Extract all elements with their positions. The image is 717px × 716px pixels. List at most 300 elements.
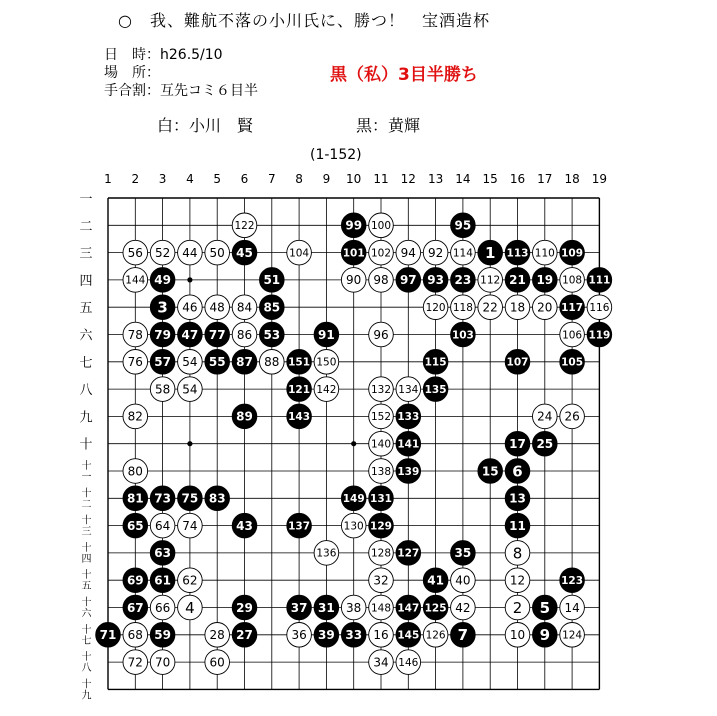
move-number: 60 <box>209 655 225 670</box>
move-number: 64 <box>154 518 171 533</box>
column-label: 12 <box>400 172 416 186</box>
column-label: 3 <box>158 172 167 186</box>
move-number: 16 <box>373 628 389 643</box>
black-stone <box>396 623 421 648</box>
black-stone <box>150 268 175 293</box>
move-number: 147 <box>397 602 420 615</box>
hoshi-point <box>187 441 192 446</box>
move-number: 133 <box>397 411 420 424</box>
move-number: 70 <box>154 655 171 670</box>
black-stone <box>451 213 476 238</box>
move-number: 19 <box>536 273 554 288</box>
move-number: 137 <box>288 520 311 533</box>
black-stone <box>396 541 421 566</box>
white-stone <box>505 541 530 566</box>
move-number: 110 <box>534 247 555 260</box>
move-number: 11 <box>509 518 526 533</box>
move-number: 17 <box>509 437 526 452</box>
move-number: 141 <box>397 438 420 451</box>
row-label: 十五 <box>81 570 91 593</box>
white-stone <box>341 268 366 293</box>
move-number: 4 <box>185 598 195 617</box>
white-stone <box>123 240 148 265</box>
move-number: 89 <box>236 409 253 424</box>
column-label: 16 <box>509 172 526 186</box>
black-stone <box>260 268 285 293</box>
black-stone <box>560 240 585 265</box>
move-number: 41 <box>427 573 444 588</box>
black-stone <box>423 595 448 620</box>
white-stone <box>369 650 394 675</box>
white-stone <box>123 404 148 429</box>
white-stone <box>287 623 312 648</box>
black-stone <box>123 595 148 620</box>
row-label: 十九 <box>81 679 91 702</box>
black-stone <box>96 623 121 648</box>
black-stone <box>423 568 448 593</box>
black-stone <box>423 377 448 402</box>
move-number: 130 <box>343 520 364 533</box>
white-stone <box>560 623 585 648</box>
move-number: 98 <box>373 273 389 288</box>
white-stone <box>369 322 394 347</box>
move-number: 124 <box>562 629 583 642</box>
black-stone <box>341 240 366 265</box>
black-stone <box>232 240 257 265</box>
row-label: 七 <box>79 355 93 371</box>
move-number: 116 <box>589 301 610 314</box>
move-number: 140 <box>370 438 392 451</box>
black-stone <box>478 240 503 265</box>
white-stone <box>150 650 175 675</box>
move-number: 45 <box>236 245 253 260</box>
move-number: 33 <box>345 628 363 643</box>
white-stone <box>178 568 203 593</box>
move-number: 152 <box>370 411 392 424</box>
move-number: 31 <box>318 600 335 615</box>
place-label: 場 所： <box>104 65 160 81</box>
white-stone <box>533 240 558 265</box>
move-number: 7 <box>457 626 469 645</box>
white-stone <box>178 595 203 620</box>
row-label: 五 <box>79 301 93 317</box>
white-stone <box>341 595 366 620</box>
white-stone <box>478 295 503 320</box>
white-stone <box>369 268 394 293</box>
move-number: 106 <box>562 329 583 342</box>
move-number: 23 <box>454 273 472 288</box>
row-label: 二 <box>79 219 93 235</box>
move-number: 81 <box>126 491 144 506</box>
white-stone <box>232 322 257 347</box>
white-stone <box>369 240 394 265</box>
black-stone <box>150 541 175 566</box>
black-stone <box>178 486 203 511</box>
move-number: 39 <box>318 628 335 643</box>
move-number: 53 <box>263 327 281 342</box>
move-number: 79 <box>154 327 171 342</box>
white-stone <box>150 595 175 620</box>
move-range: (1-152) <box>310 147 362 163</box>
move-number: 92 <box>427 245 444 260</box>
row-label: 四 <box>79 273 93 289</box>
white-stone <box>123 650 148 675</box>
column-label: 8 <box>295 172 303 186</box>
game-title: ○ 我、難航不落の小川氏に、勝つ！ 宝酒造杯 <box>118 11 490 30</box>
move-number: 107 <box>506 356 529 369</box>
row-label: 八 <box>79 383 93 399</box>
white-stone <box>505 623 530 648</box>
white-stone <box>123 268 148 293</box>
move-number: 75 <box>181 491 199 506</box>
move-number: 43 <box>236 518 253 533</box>
move-number: 104 <box>289 247 310 260</box>
row-label: 十八 <box>81 652 91 675</box>
move-number: 143 <box>288 411 311 424</box>
move-number: 87 <box>236 355 253 370</box>
black-stone <box>396 459 421 484</box>
black-stone <box>560 350 585 375</box>
move-number: 50 <box>209 245 225 260</box>
move-number: 55 <box>208 355 226 370</box>
white-stone <box>423 295 448 320</box>
white-stone <box>369 404 394 429</box>
move-number: 103 <box>451 329 474 342</box>
white-stone <box>369 623 394 648</box>
white-stone <box>341 513 366 538</box>
black-stone <box>505 486 530 511</box>
move-number: 146 <box>398 656 419 669</box>
black-stone <box>150 623 175 648</box>
white-stone <box>232 295 257 320</box>
column-label: 6 <box>240 172 249 186</box>
white-stone <box>451 240 476 265</box>
move-number: 123 <box>561 574 584 587</box>
column-label: 4 <box>186 172 194 186</box>
move-number: 21 <box>509 273 526 288</box>
hoshi-point <box>187 277 192 282</box>
white-stone <box>369 459 394 484</box>
move-number: 80 <box>127 464 143 479</box>
black-stone <box>287 595 312 620</box>
move-number: 62 <box>182 573 198 588</box>
black-stone <box>396 431 421 456</box>
move-number: 22 <box>482 300 498 315</box>
white-stone <box>423 623 448 648</box>
move-number: 65 <box>126 518 144 533</box>
move-number: 118 <box>452 301 473 314</box>
black-stone <box>150 486 175 511</box>
white-stone <box>178 377 203 402</box>
black-stone <box>123 486 148 511</box>
date-label: 日 時： <box>104 47 160 63</box>
move-number: 126 <box>425 629 446 642</box>
move-number: 150 <box>316 356 337 369</box>
move-number: 54 <box>182 355 198 370</box>
white-stone <box>314 350 339 375</box>
black-stone <box>396 268 421 293</box>
move-number: 2 <box>512 598 523 617</box>
move-number: 37 <box>290 600 308 615</box>
move-number: 111 <box>588 274 611 287</box>
white-stone <box>123 350 148 375</box>
black-stone <box>314 322 339 347</box>
move-number: 9 <box>539 626 551 645</box>
black-stone <box>150 295 175 320</box>
move-number: 35 <box>454 546 472 561</box>
move-number: 25 <box>536 437 554 452</box>
white-stone <box>533 404 558 429</box>
move-number: 134 <box>398 383 419 396</box>
move-number: 47 <box>181 327 199 342</box>
move-number: 77 <box>208 327 226 342</box>
black-stone <box>451 268 476 293</box>
black-stone <box>587 322 612 347</box>
black-stone <box>560 568 585 593</box>
column-label: 19 <box>591 172 608 186</box>
game-result: 黒（私）3目半勝ち <box>330 65 478 85</box>
column-label: 14 <box>455 172 471 186</box>
move-number: 86 <box>236 327 253 342</box>
move-number: 42 <box>455 600 471 615</box>
black-stone <box>341 486 366 511</box>
white-stone <box>423 240 448 265</box>
move-number: 136 <box>316 547 337 560</box>
black-stone <box>287 404 312 429</box>
move-number: 151 <box>288 356 311 369</box>
move-number: 148 <box>370 602 392 615</box>
white-stone <box>505 295 530 320</box>
black-stone <box>232 350 257 375</box>
column-label: 2 <box>131 172 140 186</box>
black-stone <box>287 513 312 538</box>
white-stone <box>560 268 585 293</box>
white-stone <box>260 350 285 375</box>
move-number: 109 <box>561 247 584 260</box>
black-stone <box>505 513 530 538</box>
black-stone <box>150 322 175 347</box>
white-stone <box>150 377 175 402</box>
black-stone <box>396 404 421 429</box>
white-stone <box>369 595 394 620</box>
move-number: 91 <box>318 327 335 342</box>
white-stone <box>396 650 421 675</box>
column-label: 7 <box>267 172 276 186</box>
black-stone <box>505 431 530 456</box>
white-label: 白： <box>157 116 190 135</box>
move-number: 67 <box>126 600 144 615</box>
move-number: 115 <box>424 356 447 369</box>
move-number: 40 <box>455 573 471 588</box>
white-stone <box>314 377 339 402</box>
move-number: 144 <box>125 274 146 287</box>
move-number: 15 <box>481 464 499 479</box>
handicap-label: 手合割： <box>104 83 160 99</box>
black-stone <box>314 623 339 648</box>
black-stone <box>232 513 257 538</box>
move-number: 96 <box>373 327 389 342</box>
move-number: 49 <box>154 273 171 288</box>
row-label: 一 <box>79 192 93 207</box>
move-number: 24 <box>537 409 553 424</box>
move-number: 100 <box>370 220 392 233</box>
black-stone <box>478 459 503 484</box>
row-label: 十二 <box>81 488 91 511</box>
column-label: 15 <box>482 172 498 186</box>
move-number: 54 <box>182 382 198 397</box>
move-number: 99 <box>345 218 363 233</box>
move-number: 59 <box>154 628 171 643</box>
move-number: 44 <box>182 245 198 260</box>
move-number: 48 <box>209 300 225 315</box>
black-stone <box>287 377 312 402</box>
white-stone <box>560 322 585 347</box>
white-stone <box>451 568 476 593</box>
black-stone <box>232 404 257 429</box>
black-stone <box>533 595 558 620</box>
black-stone <box>505 240 530 265</box>
move-number: 135 <box>424 383 447 396</box>
white-stone <box>369 431 394 456</box>
black-stone <box>341 213 366 238</box>
move-number: 83 <box>208 491 226 506</box>
black-stone <box>423 350 448 375</box>
black-stone <box>260 295 285 320</box>
move-number: 57 <box>154 355 171 370</box>
move-number: 76 <box>127 355 143 370</box>
date-value: h26.5/10 <box>160 47 223 63</box>
move-number: 121 <box>288 383 311 396</box>
move-number: 113 <box>506 247 529 260</box>
white-stone <box>396 377 421 402</box>
move-number: 74 <box>182 518 198 533</box>
move-number: 129 <box>370 520 392 533</box>
white-stone <box>369 213 394 238</box>
move-number: 69 <box>126 573 144 588</box>
white-stone <box>287 240 312 265</box>
white-stone <box>451 595 476 620</box>
move-number: 117 <box>561 301 584 314</box>
move-number: 28 <box>209 628 225 643</box>
move-number: 29 <box>236 600 253 615</box>
move-number: 149 <box>342 493 365 506</box>
move-number: 58 <box>154 382 171 397</box>
move-number: 20 <box>537 300 553 315</box>
white-stone <box>123 322 148 347</box>
column-label: 17 <box>537 172 553 186</box>
white-stone <box>123 459 148 484</box>
move-number: 94 <box>400 245 416 260</box>
column-label: 5 <box>213 172 222 186</box>
move-number: 1 <box>484 244 496 262</box>
black-stone <box>451 322 476 347</box>
row-label: 十一 <box>81 461 91 483</box>
move-number: 8 <box>512 544 523 563</box>
black-stone <box>451 623 476 648</box>
black-stone <box>260 322 285 347</box>
white-stone <box>178 513 203 538</box>
white-stone <box>205 623 230 648</box>
move-number: 46 <box>182 300 198 315</box>
move-number: 125 <box>424 602 447 615</box>
white-player-name: 小川 賢 <box>189 116 254 135</box>
move-number: 97 <box>399 273 417 288</box>
row-label: 十七 <box>81 624 91 647</box>
move-number: 145 <box>397 629 420 642</box>
black-stone <box>205 486 230 511</box>
move-number: 78 <box>127 327 143 342</box>
black-stone <box>287 350 312 375</box>
black-stone <box>369 486 394 511</box>
white-stone <box>178 295 203 320</box>
move-number: 138 <box>370 465 392 478</box>
move-number: 114 <box>452 247 473 260</box>
move-number: 120 <box>425 301 446 314</box>
row-label: 三 <box>79 246 93 262</box>
black-stone <box>505 350 530 375</box>
black-stone <box>232 623 257 648</box>
move-number: 68 <box>127 628 143 643</box>
handicap-value: 互先コミ６目半 <box>160 83 258 99</box>
move-number: 102 <box>370 247 392 260</box>
black-stone <box>587 268 612 293</box>
white-stone <box>396 240 421 265</box>
black-stone <box>232 595 257 620</box>
move-number: 85 <box>263 300 281 315</box>
white-stone <box>369 377 394 402</box>
white-stone <box>505 568 530 593</box>
white-stone <box>205 295 230 320</box>
hoshi-point <box>351 441 356 446</box>
move-number: 112 <box>480 274 501 287</box>
white-stone <box>314 541 339 566</box>
black-stone <box>150 568 175 593</box>
white-stone <box>178 240 203 265</box>
move-number: 88 <box>264 355 280 370</box>
row-label: 十四 <box>81 542 91 565</box>
column-label: 1 <box>104 172 112 186</box>
black-stone <box>451 541 476 566</box>
black-stone <box>533 431 558 456</box>
black-stone <box>533 268 558 293</box>
white-stone <box>150 513 175 538</box>
row-label: 十六 <box>81 597 91 620</box>
move-number: 10 <box>509 628 526 643</box>
move-number: 122 <box>234 220 255 233</box>
black-stone <box>178 322 203 347</box>
column-label: 13 <box>427 172 444 186</box>
row-label: 六 <box>79 328 93 344</box>
move-number: 132 <box>370 383 392 396</box>
row-label: 九 <box>79 410 93 426</box>
row-label: 十 <box>79 437 93 453</box>
move-number: 84 <box>236 300 253 315</box>
white-stone <box>369 568 394 593</box>
move-number: 27 <box>236 628 253 643</box>
move-number: 139 <box>397 465 420 478</box>
white-stone <box>205 240 230 265</box>
move-number: 12 <box>509 573 526 588</box>
move-number: 73 <box>154 491 171 506</box>
black-player-name: 黄輝 <box>388 116 421 135</box>
move-number: 105 <box>561 356 584 369</box>
move-number: 34 <box>373 655 389 670</box>
move-number: 82 <box>127 409 143 424</box>
black-stone <box>505 459 530 484</box>
move-number: 5 <box>539 598 551 617</box>
black-stone <box>205 322 230 347</box>
move-number: 38 <box>346 600 362 615</box>
